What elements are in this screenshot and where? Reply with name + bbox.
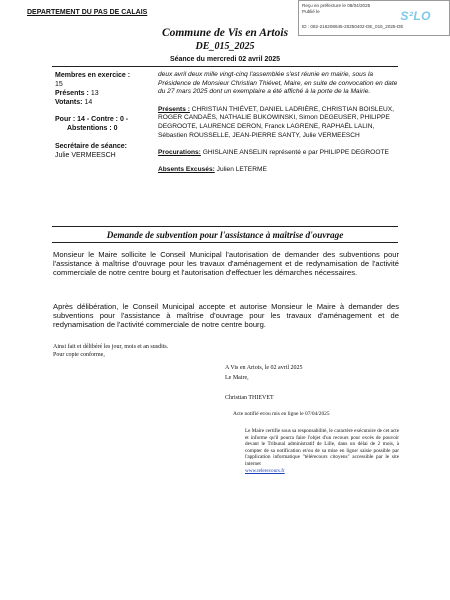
procurations-value: GHISLAINE ANSELIN représenté e par PHILIPPE DEGROOTE [200, 149, 389, 157]
secretaire-label: Secrétaire de séance: [55, 143, 127, 150]
vote-result-line2: Abstentions : 0 [67, 125, 118, 132]
member-counts [55, 71, 150, 160]
votants-value: 14 [84, 99, 93, 106]
stamp-published-line: Publié le [302, 8, 320, 14]
seance-date: Séance du mercredi 02 avril 2025 [169, 56, 281, 63]
department-heading: DEPARTEMENT DU PAS DE CALAIS [27, 9, 148, 16]
header-divider [52, 66, 398, 67]
closing-statement: Ainsi fait et délibéré les jour, mois et an susdits. [53, 344, 169, 350]
s2lo-logo: S²LO [400, 9, 431, 23]
exercice-value: 15 [55, 81, 63, 88]
deliberation-reference: DE_015_2025 [195, 41, 255, 52]
vote-result-line1: Pour : 14 - Contre : 0 - [55, 116, 129, 123]
notification-date: Acte notifié et/ou mis en ligne le 07/04/2025 [233, 411, 330, 417]
telerecours-link[interactable]: www.telerecours.fr [245, 467, 285, 474]
presents-count-label: Présents : [55, 90, 89, 97]
session-intro: deux avril deux mille vingt-cinq l'assemblée s'est réunie en mairie, sous la Présidence de Monsieur Christian Thiévet, Maire, en suite de convocation en date du 27 mars 2025 dont un exemplaire a été affiché à la porte de la Mairie. [158, 71, 398, 96]
legal-notice [245, 428, 399, 474]
paragraph-decision: Après délibération, le Conseil Municipal accepte et autorise Monsieur le Maire à demander des subventions pour l'assistance à maîtrise d'ouvrage pour les travaux d'aménagement et de redynamisation de l'activité commerciale de notre centre bourg. [53, 302, 399, 330]
stamp-id-line: ID : 062-216208645-20250402-DE_015_2025-DE [302, 24, 404, 30]
presents-list-label: Présents : [158, 105, 190, 113]
legal-notice-text: Le Maire certifie sous sa responsabilité, le caractère exécutoire de cet acte et informe qu'il pourra faire l'objet d'un recours pour excès de pouvoir devant le Tribunal administratif de Lille, dans un délai de 2 mois, à compter de sa notification et/ou de sa mise en ligne/ saisie possible par l'application informatique "télérecours citoyens" accessible par le site internet [245, 428, 399, 467]
absents-label: Absents Excusés: [158, 165, 215, 173]
exercice-label: Membres en exercice : [55, 72, 131, 79]
attendance-block [158, 71, 398, 174]
presents-list: CHRISTIAN THIÉVET, DANIEL LADRIÈRE, CHRISTIAN BOISLEUX, ROGER CANDAËS, NATHALIE BUKOWINSKI, Simon DEGEUSER, PHILIPPE DEGROOTE, LAURENCE DERON, Franck LAGRENE, RAPHAËL LALIN, Sébastien ROUSSELLE, JEAN-PIERRE SANTY, Julie VERMEESCH [158, 105, 394, 139]
presents-count-value: 13 [90, 90, 99, 97]
procurations-label: Procurations: [158, 149, 201, 157]
deliberation-title: Demande de subvention pour l'assistance à maîtrise d'ouvrage [52, 226, 398, 243]
signature-role: Le Maire, [225, 375, 249, 381]
signature-place-date: A Vis en Artois, le 02 avril 2025 [225, 365, 303, 371]
votants-label: Votants: [55, 99, 83, 106]
signature-name: Christian THIEVET [225, 395, 274, 401]
stamp-received-line: Reçu en préfecture le 08/04/2025 [302, 3, 371, 8]
absents-value: Julien LETERME [214, 165, 267, 173]
secretaire-value: Julie VERMEESCH [55, 152, 116, 159]
commune-title: Commune de Vis en Artois [161, 27, 289, 39]
paragraph-request: Monsieur le Maire sollicite le Conseil Municipal l'autorisation de demander des subventions pour l'assistance à maîtrise d'ouvrage pour les travaux d'aménagement et de redynamisation de l'activité commerciale de notre centre bourg et l'autorisation d'effectuer les démarches nécessaires. [53, 250, 399, 278]
copy-conforme: Pour copie conforme, [53, 352, 105, 358]
